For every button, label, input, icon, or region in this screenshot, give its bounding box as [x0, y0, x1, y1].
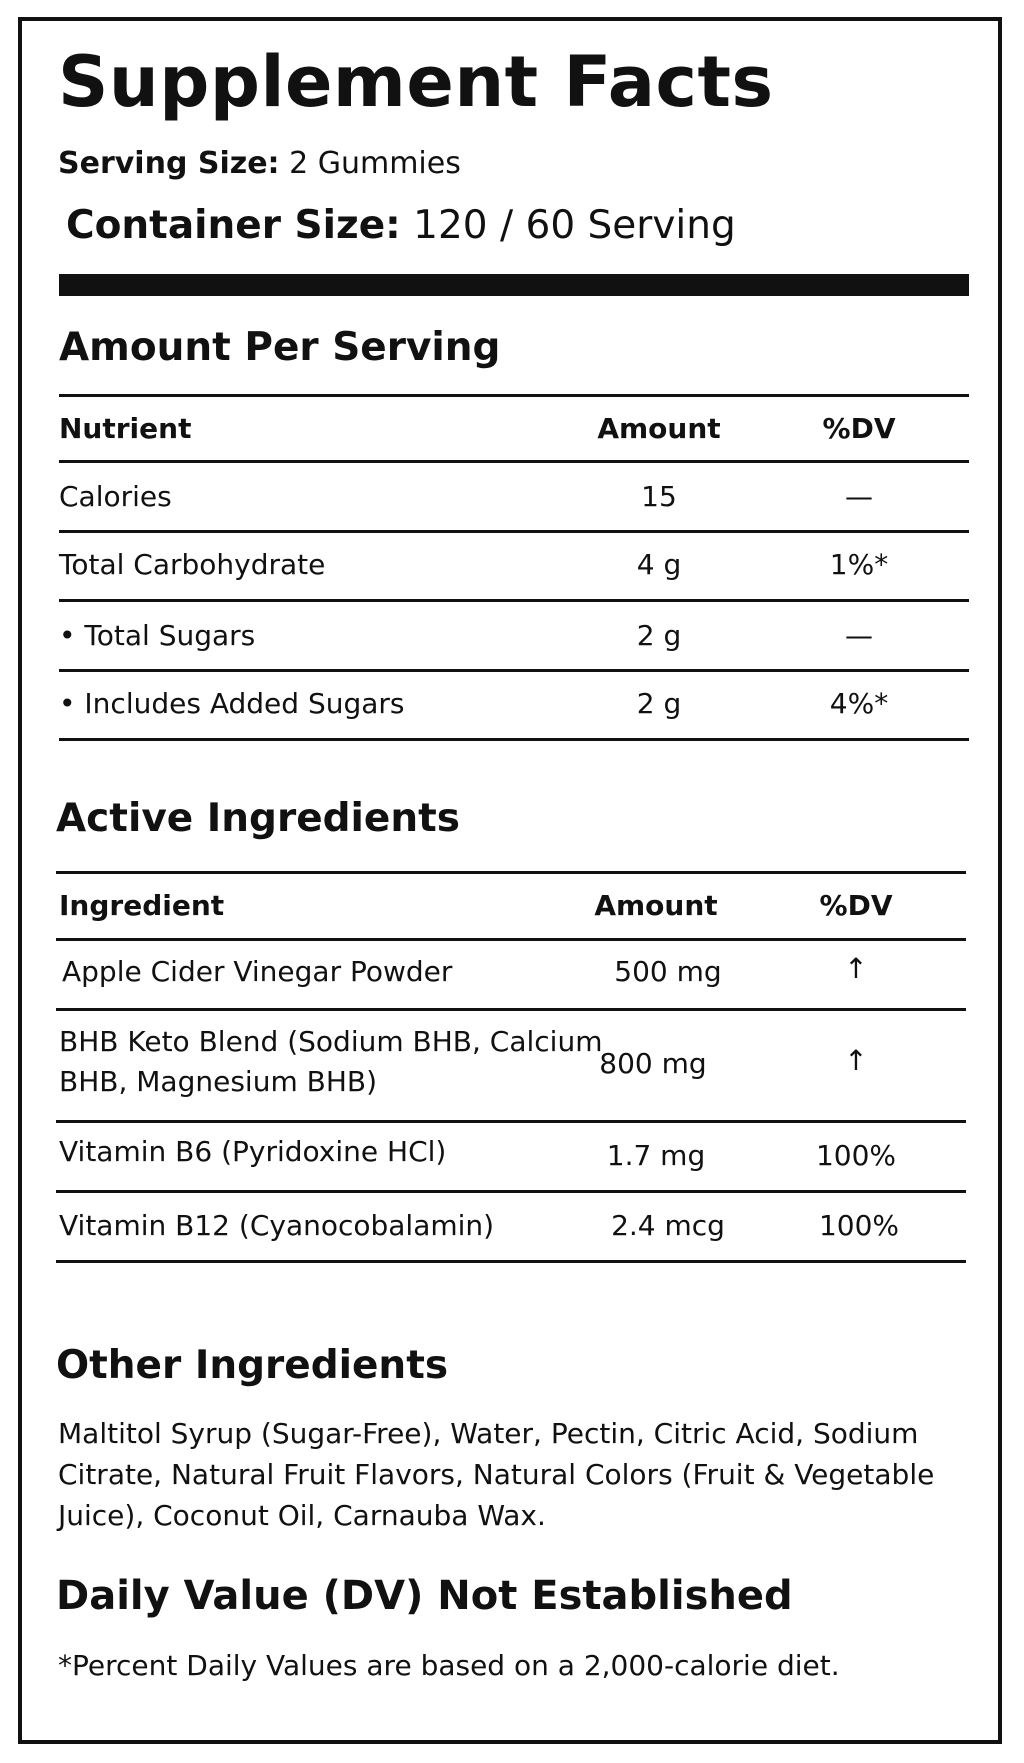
header-ingredient: Ingredient	[59, 889, 225, 922]
table-row	[56, 1011, 966, 1123]
ingredient-amount: 1.7 mg	[606, 1139, 706, 1172]
table-row	[59, 602, 969, 672]
dv-footnote: *Percent Daily Values are based on a 2,000-calorie diet.	[58, 1649, 840, 1682]
nutrient-amount: 15	[641, 480, 677, 513]
other-ingredients-text: Maltitol Syrup (Sugar-Free), Water, Pectin, Citric Acid, Sodium Citrate, Natural Fruit Flavors, Natural Colors (Fruit & Vegetable Juice), Coconut Oil, Carnauba Wax.	[58, 1417, 935, 1532]
ingredient-dv: ↑	[844, 952, 868, 985]
nutrient-dv: 1%*	[829, 548, 889, 581]
ingredient-amount: 800 mg	[599, 1047, 707, 1080]
header-dv: %DV	[819, 889, 893, 922]
active-ingredients-table	[56, 871, 966, 1263]
nutrient-name: • Includes Added Sugars	[59, 687, 405, 720]
ingredient-amount: 2.4 mcg	[611, 1209, 725, 1242]
header-amount: Amount	[594, 889, 718, 922]
nutrient-table	[59, 394, 969, 741]
header-nutrient: Nutrient	[59, 412, 192, 445]
nutrient-dv: 4%*	[829, 687, 889, 720]
table-row	[56, 1193, 966, 1263]
nutrient-name: • Total Sugars	[59, 619, 256, 652]
container-size	[66, 203, 736, 250]
serving-size	[58, 146, 461, 182]
table-row	[56, 1123, 966, 1193]
table-header-row	[56, 871, 966, 941]
nutrient-amount: 4 g	[636, 548, 682, 581]
header-dv: %DV	[822, 412, 896, 445]
nutrient-amount: 2 g	[636, 619, 682, 652]
header-amount: Amount	[597, 412, 721, 445]
active-ingredients-heading: Active Ingredients	[56, 796, 460, 841]
ingredient-dv: ↑	[844, 1044, 868, 1077]
ingredient-dv: 100%	[818, 1209, 900, 1242]
ingredient-name: BHB Keto Blend (Sodium BHB, Calcium BHB, Magnesium BHB)	[59, 1025, 603, 1098]
dv-not-established-heading: Daily Value (DV) Not Established	[56, 1573, 793, 1619]
ingredient-name: Apple Cider Vinegar Powder	[62, 955, 453, 988]
thick-divider	[59, 274, 969, 296]
table-row	[59, 672, 969, 741]
other-ingredients-heading: Other Ingredients	[56, 1343, 449, 1388]
ingredient-name: Vitamin B12 (Cyanocobalamin)	[59, 1209, 495, 1242]
ingredient-name: Vitamin B6 (Pyridoxine HCl)	[59, 1135, 447, 1168]
nutrient-name: Total Carbohydrate	[59, 548, 326, 581]
nutrient-amount: 2 g	[636, 687, 682, 720]
ingredient-amount: 500 mg	[614, 955, 722, 988]
nutrient-name: Calories	[59, 480, 172, 513]
table-row	[59, 533, 969, 602]
ingredient-dv: 100%	[815, 1139, 897, 1172]
table-row	[59, 463, 969, 533]
nutrient-dv: —	[845, 480, 873, 513]
serving-size-label: Serving Size:	[58, 146, 280, 181]
label-title: Supplement Facts	[58, 41, 774, 123]
container-size-value: 120 / 60 Serving	[400, 203, 736, 248]
amount-per-serving-heading: Amount Per Serving	[59, 325, 501, 370]
nutrient-dv: —	[845, 619, 873, 652]
table-header-row	[59, 394, 969, 463]
serving-size-value: 2 Gummies	[279, 146, 461, 181]
container-size-label: Container Size:	[66, 203, 401, 248]
table-row	[56, 941, 966, 1011]
